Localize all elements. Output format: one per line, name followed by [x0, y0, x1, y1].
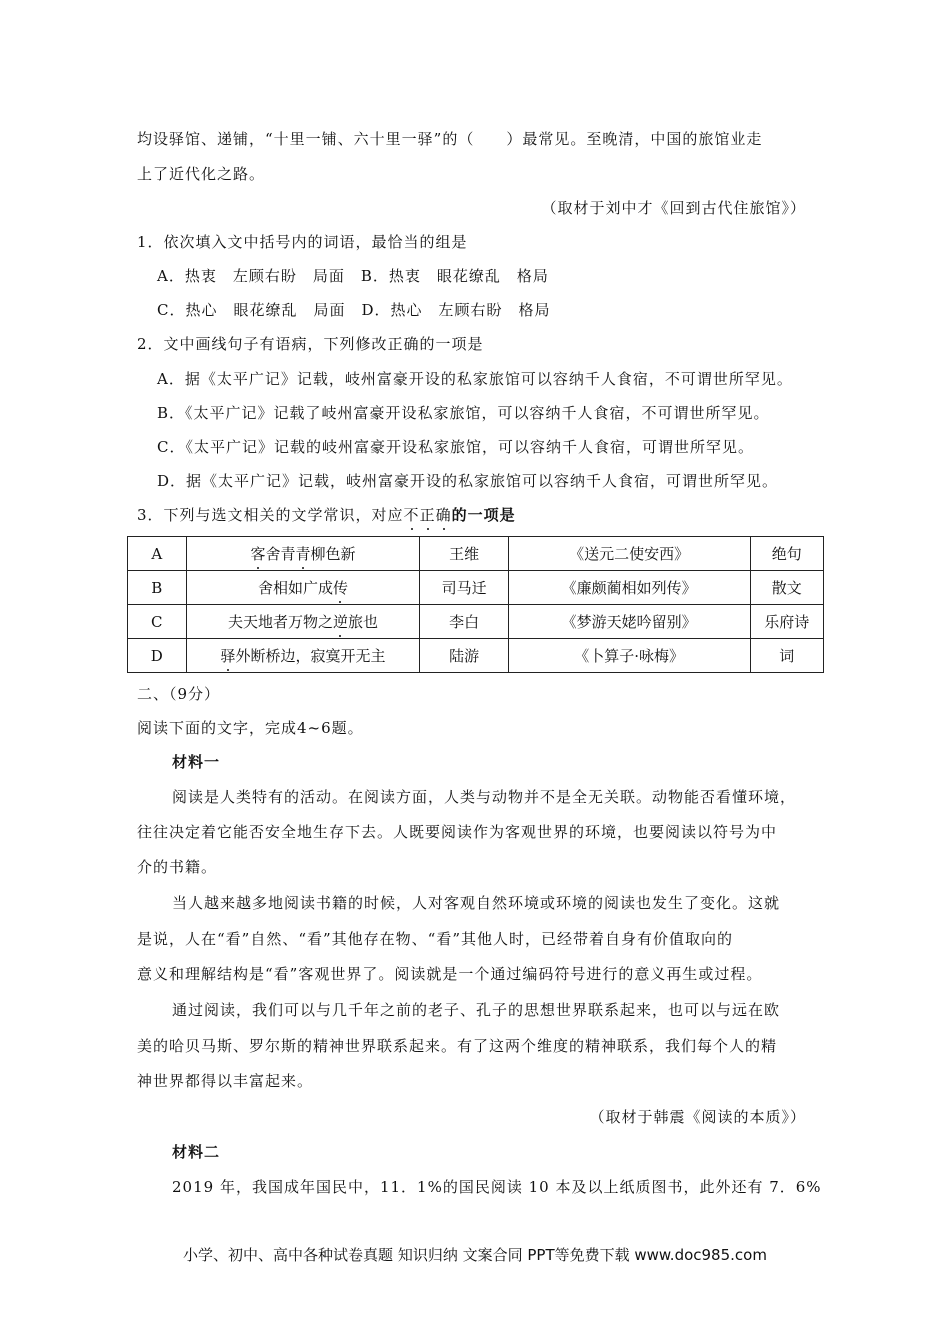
question-2-stem: 2．文中画线句子有语病，下列修改正确的一项是 — [137, 335, 484, 353]
author-cell: 司马迁 — [420, 571, 508, 605]
author-cell: 李白 — [420, 605, 508, 639]
question-2-option-d: D．据《太平广记》记载，岐州富豪开设的私家旅馆可以容纳千人食宿，可谓世所罕见。 — [157, 472, 779, 490]
section-instruction: 阅读下面的文字，完成4~6题。 — [137, 719, 364, 737]
material-1-line: 是说，人在“看”自然、“看”其他存在物、“看”其他人时，已经带着自身有价值取向的 — [137, 930, 734, 948]
source-citation: （取材于刘中才《回到古代住旅馆》） — [541, 199, 806, 217]
emphasis-char: 确 — [435, 506, 452, 524]
option-cell: B — [128, 571, 187, 605]
literature-table — [127, 536, 824, 673]
material-1-line: 介的书籍。 — [137, 858, 218, 876]
genre-cell: 绝句 — [750, 537, 823, 571]
option-cell: C — [128, 605, 187, 639]
question-1-options-row: C．热心 眼花缭乱 局面 D．热心 左顾右盼 格局 — [157, 301, 551, 319]
question-1-stem: 1．依次填入文中括号内的词语，最恰当的组是 — [137, 233, 468, 251]
sentence-cell: 夫天地者万物之逆旅也 — [186, 605, 420, 639]
source-citation: （取材于韩震《阅读的本质》） — [589, 1108, 806, 1126]
author-cell: 王维 — [420, 537, 508, 571]
author-cell: 陆游 — [420, 639, 508, 673]
material-1-line: 当人越来越多地阅读书籍的时候，人对客观自然环境或环境的阅读也发生了变化。这就 — [172, 894, 781, 912]
table-row — [128, 605, 824, 639]
sentence-cell: 驿外断桥边，寂寞开无主 — [186, 639, 420, 673]
material-1-line: 阅读是人类特有的活动。在阅读方面，人类与动物并不是全无关联。动物能否看懂环境， — [172, 788, 797, 806]
material-1-line: 往往决定着它能否安全地生存下去。人既要阅读作为客观世界的环境，也要阅读以符号为中 — [137, 823, 778, 841]
section-heading: 二、（9分） — [137, 685, 221, 703]
material-1-line: 意义和理解结构是“看”客观世界了。阅读就是一个通过编码符号进行的意义再生或过程。 — [137, 965, 763, 983]
work-cell: 《送元二使安西》 — [508, 537, 750, 571]
sentence-cell: 客舍青青柳色新 — [186, 537, 420, 571]
option-cell: D — [128, 639, 187, 673]
table-row — [128, 571, 824, 605]
question-2-option-b: B．《太平广记》记载了岐州富豪开设私家旅馆，可以容纳千人食宿，不可谓世所罕见。 — [157, 404, 770, 422]
stem-text: 的一项是 — [451, 506, 516, 524]
material-1-title: 材料一 — [172, 753, 221, 771]
stem-text: 3．下列与选文相关的文学常识，对应 — [137, 506, 404, 524]
work-cell: 《廉颇蔺相如列传》 — [508, 571, 750, 605]
option-cell: A — [128, 537, 187, 571]
table-row — [128, 537, 824, 571]
material-1-line: 美的哈贝马斯、罗尔斯的精神世界联系起来。有了这两个维度的精神联系，我们每个人的精 — [137, 1037, 778, 1055]
material-1-line: 通过阅读，我们可以与几千年之前的老子、孔子的思想世界联系起来，也可以与远在欧 — [172, 1001, 781, 1019]
work-cell: 《梦游天姥吟留别》 — [508, 605, 750, 639]
material-2-line: 2019 年，我国成年国民中，11．1%的国民阅读 10 本及以上纸质图书，此外还有 7．6% — [172, 1178, 822, 1196]
passage-line: 上了近代化之路。 — [137, 165, 266, 183]
material-2-title: 材料二 — [172, 1143, 221, 1161]
question-2-option-c: C．《太平广记》记载的岐州富豪开设私家旅馆，可以容纳千人食宿，可谓世所罕见。 — [157, 438, 754, 456]
genre-cell: 乐府诗 — [750, 605, 823, 639]
genre-cell: 散文 — [750, 571, 823, 605]
sentence-cell: 舍相如广成传 — [186, 571, 420, 605]
emphasis-char: 不 — [403, 506, 420, 524]
emphasis-char: 正 — [419, 506, 436, 524]
table-row — [128, 639, 824, 673]
footer-banner: 小学、初中、高中各种试卷真题 知识归纳 文案合同 PPT等免费下载 www.doc985.com — [183, 1246, 767, 1264]
genre-cell: 词 — [750, 639, 823, 673]
material-1-line: 神世界都得以丰富起来。 — [137, 1072, 314, 1090]
passage-line: 均设驿馆、递铺，“十里一铺、六十里一驿”的（ ）最常见。至晚清，中国的旅馆业走 — [137, 130, 763, 148]
work-cell: 《卜算子·咏梅》 — [508, 639, 750, 673]
question-2-option-a: A．据《太平广记》记载，岐州富豪开设的私家旅馆可以容纳千人食宿，不可谓世所罕见。 — [157, 370, 793, 388]
question-3-stem — [137, 504, 516, 525]
question-1-options-row: A．热衷 左顾右盼 局面 B．热衷 眼花缭乱 格局 — [157, 267, 549, 285]
